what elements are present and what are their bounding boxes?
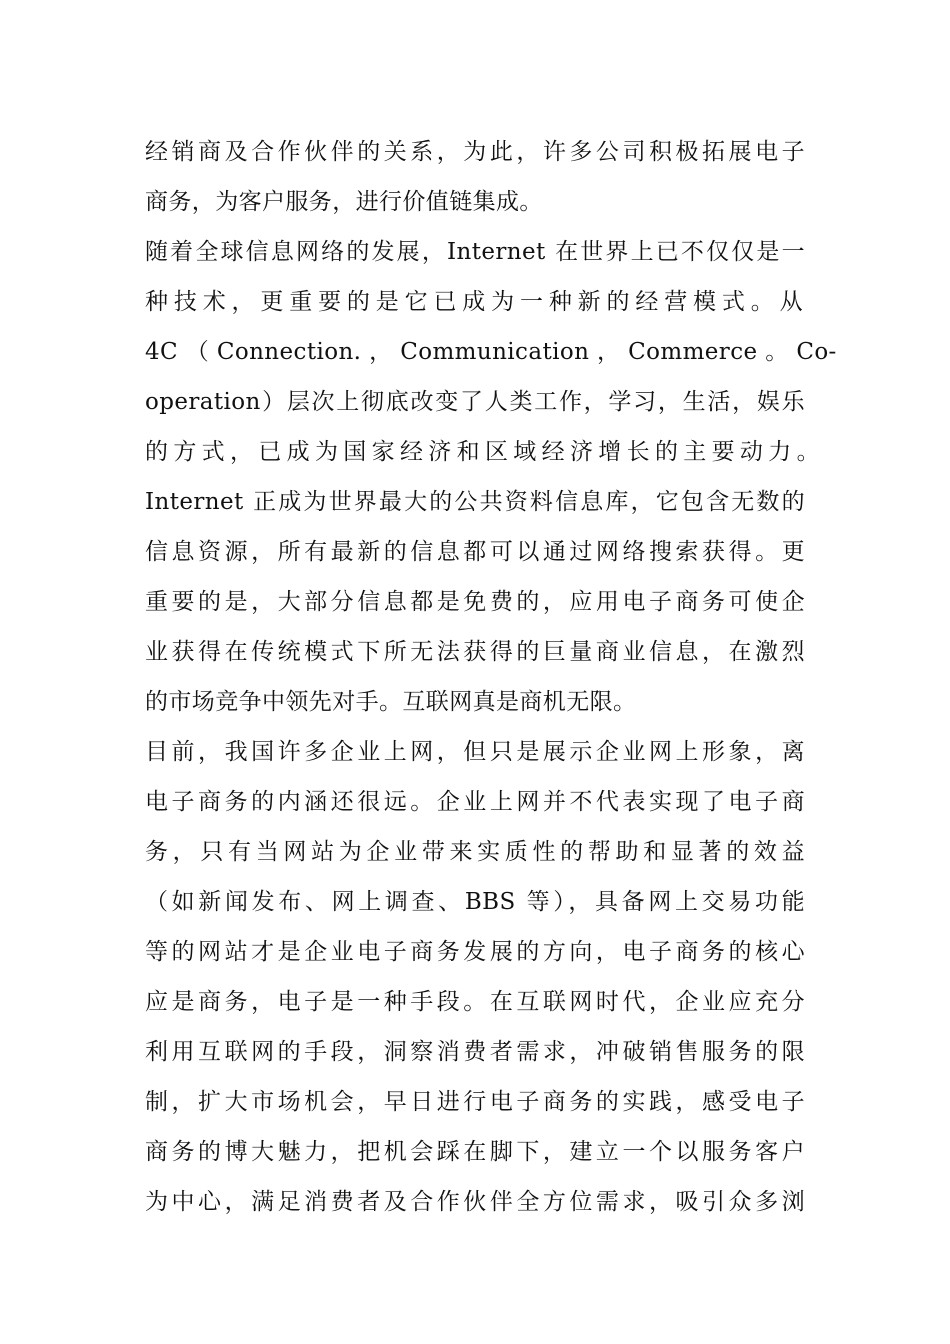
- paragraph-line: 的市场竞争中领先对手。互联网真是商机无限。: [145, 689, 637, 715]
- paragraph-line: Internet 正成为世界最大的公共资料信息库，它包含无数的: [145, 489, 805, 515]
- paragraph-line: 为中心，满足消费者及合作伙伴全方位需求，吸引众多浏: [145, 1189, 805, 1215]
- paragraph-line: 信息资源，所有最新的信息都可以通过网络搜索获得。更: [145, 539, 805, 565]
- paragraph-line: 重要的是，大部分信息都是免费的，应用电子商务可使企: [145, 589, 805, 615]
- paragraph-line: 务，只有当网站为企业带来实质性的帮助和显著的效益: [145, 839, 805, 865]
- paragraph-line: 4C （ Connection. ， Communication ， Commerce 。 Co-: [145, 339, 837, 365]
- paragraph-line: 经销商及合作伙伴的关系，为此，许多公司积极拓展电子: [145, 139, 805, 165]
- paragraph-line: 制，扩大市场机会，早日进行电子商务的实践，感受电子: [145, 1089, 805, 1115]
- paragraph-line: operation）层次上彻底改变了人类工作，学习，生活，娱乐: [145, 389, 805, 415]
- paragraph-line: 电子商务的内涵还很远。企业上网并不代表实现了电子商: [145, 789, 805, 815]
- paragraph-line: 等的网站才是企业电子商务发展的方向，电子商务的核心: [145, 939, 805, 965]
- paragraph-line: 种技术，更重要的是它已成为一种新的经营模式。从: [145, 289, 805, 315]
- paragraph-line: 商务，为客户服务，进行价值链集成。: [145, 189, 543, 215]
- paragraph-line: 目前，我国许多企业上网，但只是展示企业网上形象，离: [145, 739, 805, 765]
- paragraph-line: 商务的博大魅力，把机会踩在脚下，建立一个以服务客户: [145, 1139, 805, 1165]
- paragraph-line: 业获得在传统模式下所无法获得的巨量商业信息，在激烈: [145, 639, 805, 665]
- paragraph-line: 应是商务，电子是一种手段。在互联网时代，企业应充分: [145, 989, 805, 1015]
- paragraph-line: （如新闻发布、网上调查、BBS 等），具备网上交易功能: [145, 889, 805, 915]
- paragraph-line: 利用互联网的手段，洞察消费者需求，冲破销售服务的限: [145, 1039, 805, 1065]
- paragraph-line: 的方式，已成为国家经济和区域经济增长的主要动力。: [145, 439, 820, 465]
- paragraph-line: 随着全球信息网络的发展，Internet 在世界上已不仅仅是一: [145, 239, 805, 265]
